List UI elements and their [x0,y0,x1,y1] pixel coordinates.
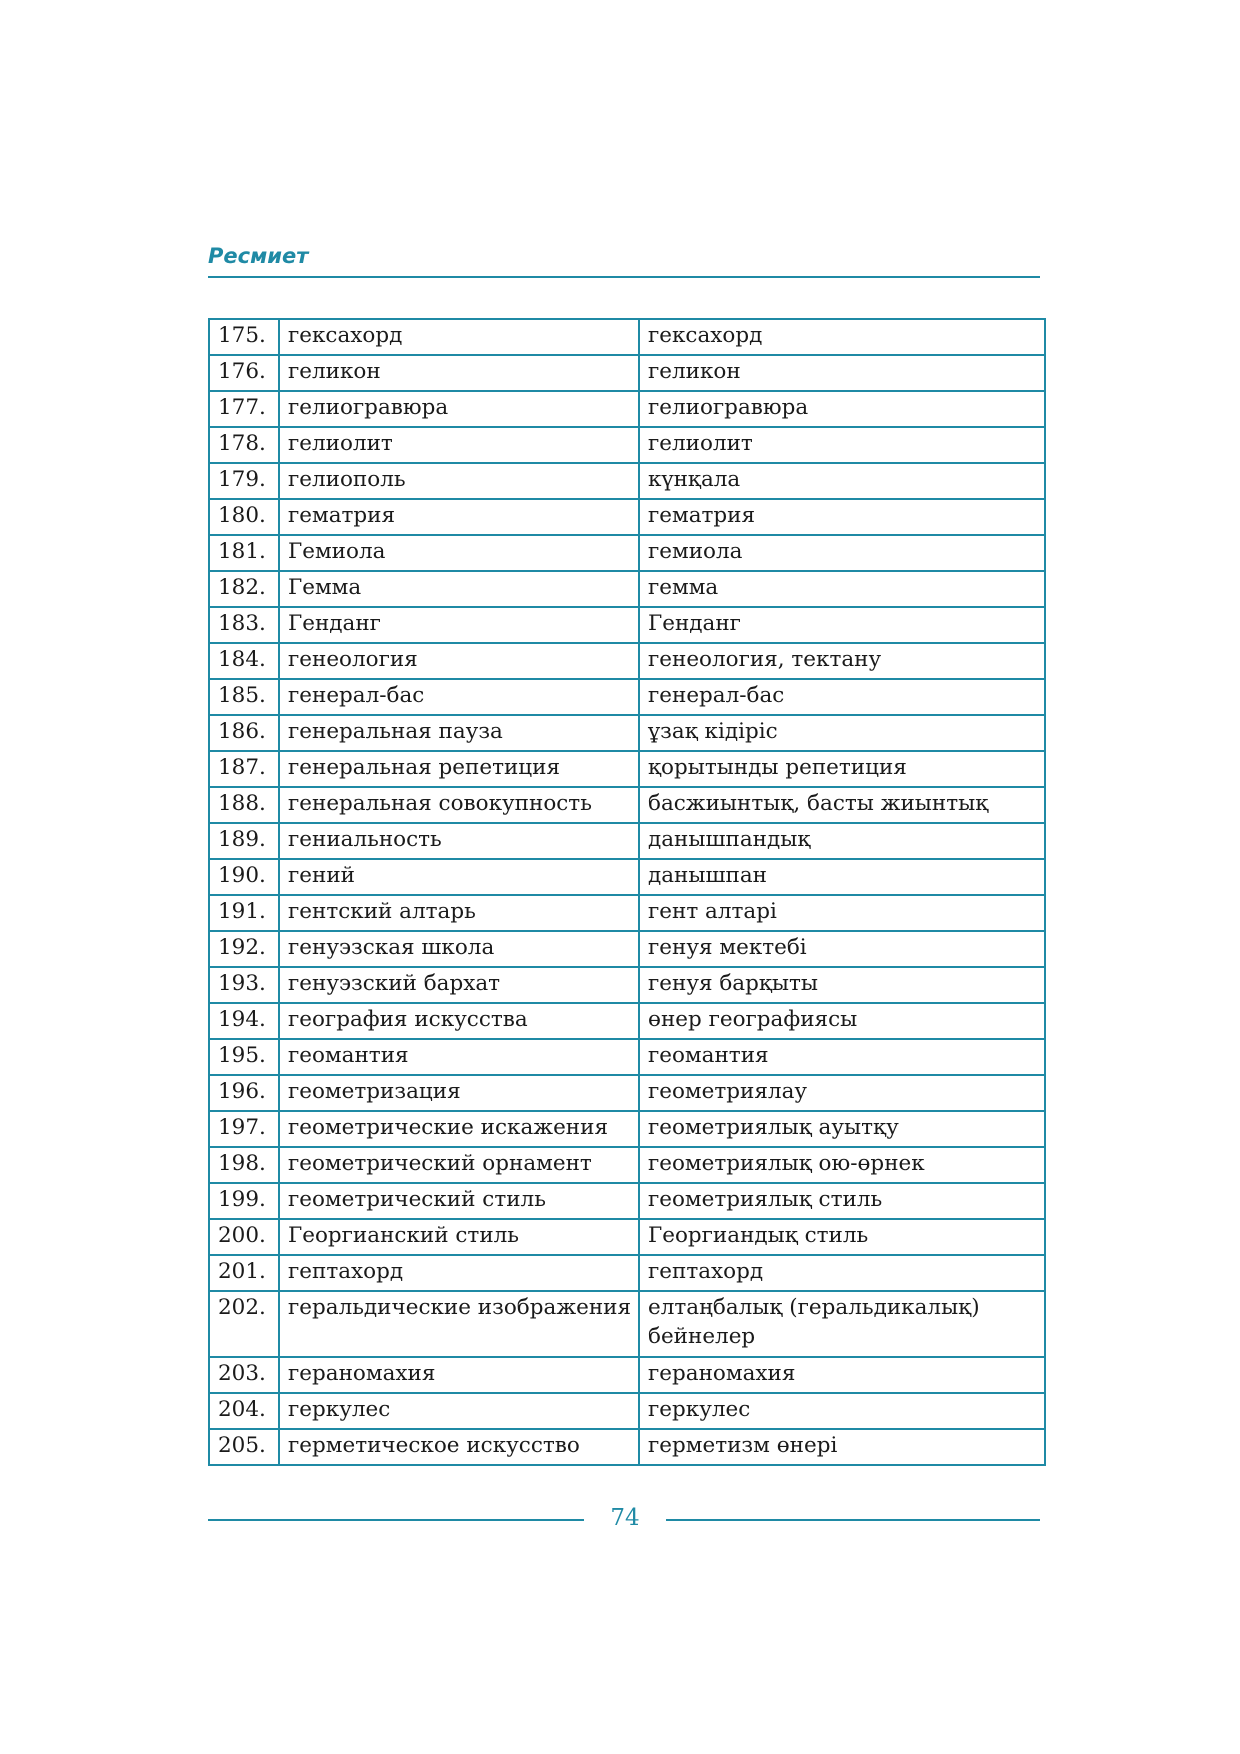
entry-number: 175. [209,319,279,355]
entry-number: 205. [209,1429,279,1465]
entry-number: 185. [209,679,279,715]
entry-number: 188. [209,787,279,823]
kazakh-term: генуя барқыты [639,967,1045,1003]
entry-number: 182. [209,571,279,607]
table-row [209,751,1045,787]
table-row [209,1183,1045,1219]
russian-term: Генданг [279,607,639,643]
entry-number: 176. [209,355,279,391]
kazakh-term: геометриялау [639,1075,1045,1111]
entry-number: 193. [209,967,279,1003]
table-row [209,679,1045,715]
russian-term: Георгианский стиль [279,1219,639,1255]
table-row [209,1291,1045,1357]
glossary-table [208,318,1046,1466]
kazakh-term: гексахорд [639,319,1045,355]
table-row [209,535,1045,571]
table-row [209,1003,1045,1039]
entry-number: 198. [209,1147,279,1183]
russian-term: гематрия [279,499,639,535]
russian-term: гентский алтарь [279,895,639,931]
russian-term: геометризация [279,1075,639,1111]
russian-term: генеология [279,643,639,679]
kazakh-term: елтаңбалық (геральдикалық) бейнелер [639,1291,1045,1357]
russian-term: Гемма [279,571,639,607]
table-row [209,1393,1045,1429]
kazakh-term: гептахорд [639,1255,1045,1291]
table-row [209,1039,1045,1075]
kazakh-term: геометриялық ауытқу [639,1111,1045,1147]
entry-number: 178. [209,427,279,463]
kazakh-term: гелиолит [639,427,1045,463]
kazakh-term: қорытынды репетиция [639,751,1045,787]
entry-number: 204. [209,1393,279,1429]
entry-number: 181. [209,535,279,571]
russian-term: генуэзский бархат [279,967,639,1003]
table-row [209,391,1045,427]
table-row [209,607,1045,643]
entry-number: 177. [209,391,279,427]
table-row [209,319,1045,355]
kazakh-term: геометриялық ою-өрнек [639,1147,1045,1183]
russian-term: гераномахия [279,1357,639,1393]
russian-term: гексахорд [279,319,639,355]
kazakh-term: Георгиандық стиль [639,1219,1045,1255]
kazakh-term: гематрия [639,499,1045,535]
entry-number: 191. [209,895,279,931]
table-row [209,1219,1045,1255]
kazakh-term: гелиогравюра [639,391,1045,427]
russian-term: гелиолит [279,427,639,463]
russian-term: геркулес [279,1393,639,1429]
table-row [209,1357,1045,1393]
section-title: Ресмиет [208,244,309,268]
russian-term: гелиополь [279,463,639,499]
footer-rule-left [208,1519,584,1521]
kazakh-term: өнер географиясы [639,1003,1045,1039]
table-row [209,823,1045,859]
russian-term: геральдические изображения [279,1291,639,1357]
entry-number: 186. [209,715,279,751]
page-header [208,240,1040,278]
russian-term: Гемиола [279,535,639,571]
kazakh-term: герметизм өнері [639,1429,1045,1465]
entry-number: 197. [209,1111,279,1147]
russian-term: гений [279,859,639,895]
kazakh-term: гемиола [639,535,1045,571]
russian-term: геликон [279,355,639,391]
table-row [209,1075,1045,1111]
kazakh-term: геометриялық стиль [639,1183,1045,1219]
russian-term: генуэзская школа [279,931,639,967]
entry-number: 201. [209,1255,279,1291]
table-row [209,571,1045,607]
table-row [209,355,1045,391]
russian-term: геометрический стиль [279,1183,639,1219]
kazakh-term: геомантия [639,1039,1045,1075]
table-row [209,463,1045,499]
table-row [209,967,1045,1003]
entry-number: 187. [209,751,279,787]
table-row [209,931,1045,967]
kazakh-term: ұзақ кідіріс [639,715,1045,751]
russian-term: геомантия [279,1039,639,1075]
kazakh-term: данышпан [639,859,1045,895]
entry-number: 194. [209,1003,279,1039]
entry-number: 189. [209,823,279,859]
entry-number: 183. [209,607,279,643]
kazakh-term: геликон [639,355,1045,391]
entry-number: 179. [209,463,279,499]
entry-number: 190. [209,859,279,895]
glossary-table-body [209,319,1045,1465]
kazakh-term: гемма [639,571,1045,607]
russian-term: геометрический орнамент [279,1147,639,1183]
kazakh-term: гераномахия [639,1357,1045,1393]
table-row [209,1429,1045,1465]
entry-number: 180. [209,499,279,535]
table-row [209,643,1045,679]
table-row [209,1255,1045,1291]
table-row [209,859,1045,895]
russian-term: генерал-бас [279,679,639,715]
footer-rule-right [666,1519,1040,1521]
kazakh-term: данышпандық [639,823,1045,859]
kazakh-term: Генданг [639,607,1045,643]
entry-number: 196. [209,1075,279,1111]
kazakh-term: генуя мектебі [639,931,1045,967]
russian-term: генеральная пауза [279,715,639,751]
russian-term: генеральная совокупность [279,787,639,823]
table-row [209,715,1045,751]
entry-number: 195. [209,1039,279,1075]
table-row [209,1111,1045,1147]
table-row [209,427,1045,463]
table-row [209,895,1045,931]
russian-term: герметическое искусство [279,1429,639,1465]
russian-term: гептахорд [279,1255,639,1291]
kazakh-term: күнқала [639,463,1045,499]
kazakh-term: басжиынтық, басты жиынтық [639,787,1045,823]
russian-term: генеральная репетиция [279,751,639,787]
entry-number: 202. [209,1291,279,1357]
russian-term: география искусства [279,1003,639,1039]
entry-number: 199. [209,1183,279,1219]
kazakh-term: генерал-бас [639,679,1045,715]
table-row [209,499,1045,535]
kazakh-term: гент алтарі [639,895,1045,931]
russian-term: гелиогравюра [279,391,639,427]
table-row [209,787,1045,823]
entry-number: 192. [209,931,279,967]
russian-term: геометрические искажения [279,1111,639,1147]
page-number: 74 [610,1505,640,1531]
entry-number: 203. [209,1357,279,1393]
entry-number: 200. [209,1219,279,1255]
russian-term: гениальность [279,823,639,859]
kazakh-term: генеология, тектану [639,643,1045,679]
entry-number: 184. [209,643,279,679]
table-row [209,1147,1045,1183]
kazakh-term: геркулес [639,1393,1045,1429]
